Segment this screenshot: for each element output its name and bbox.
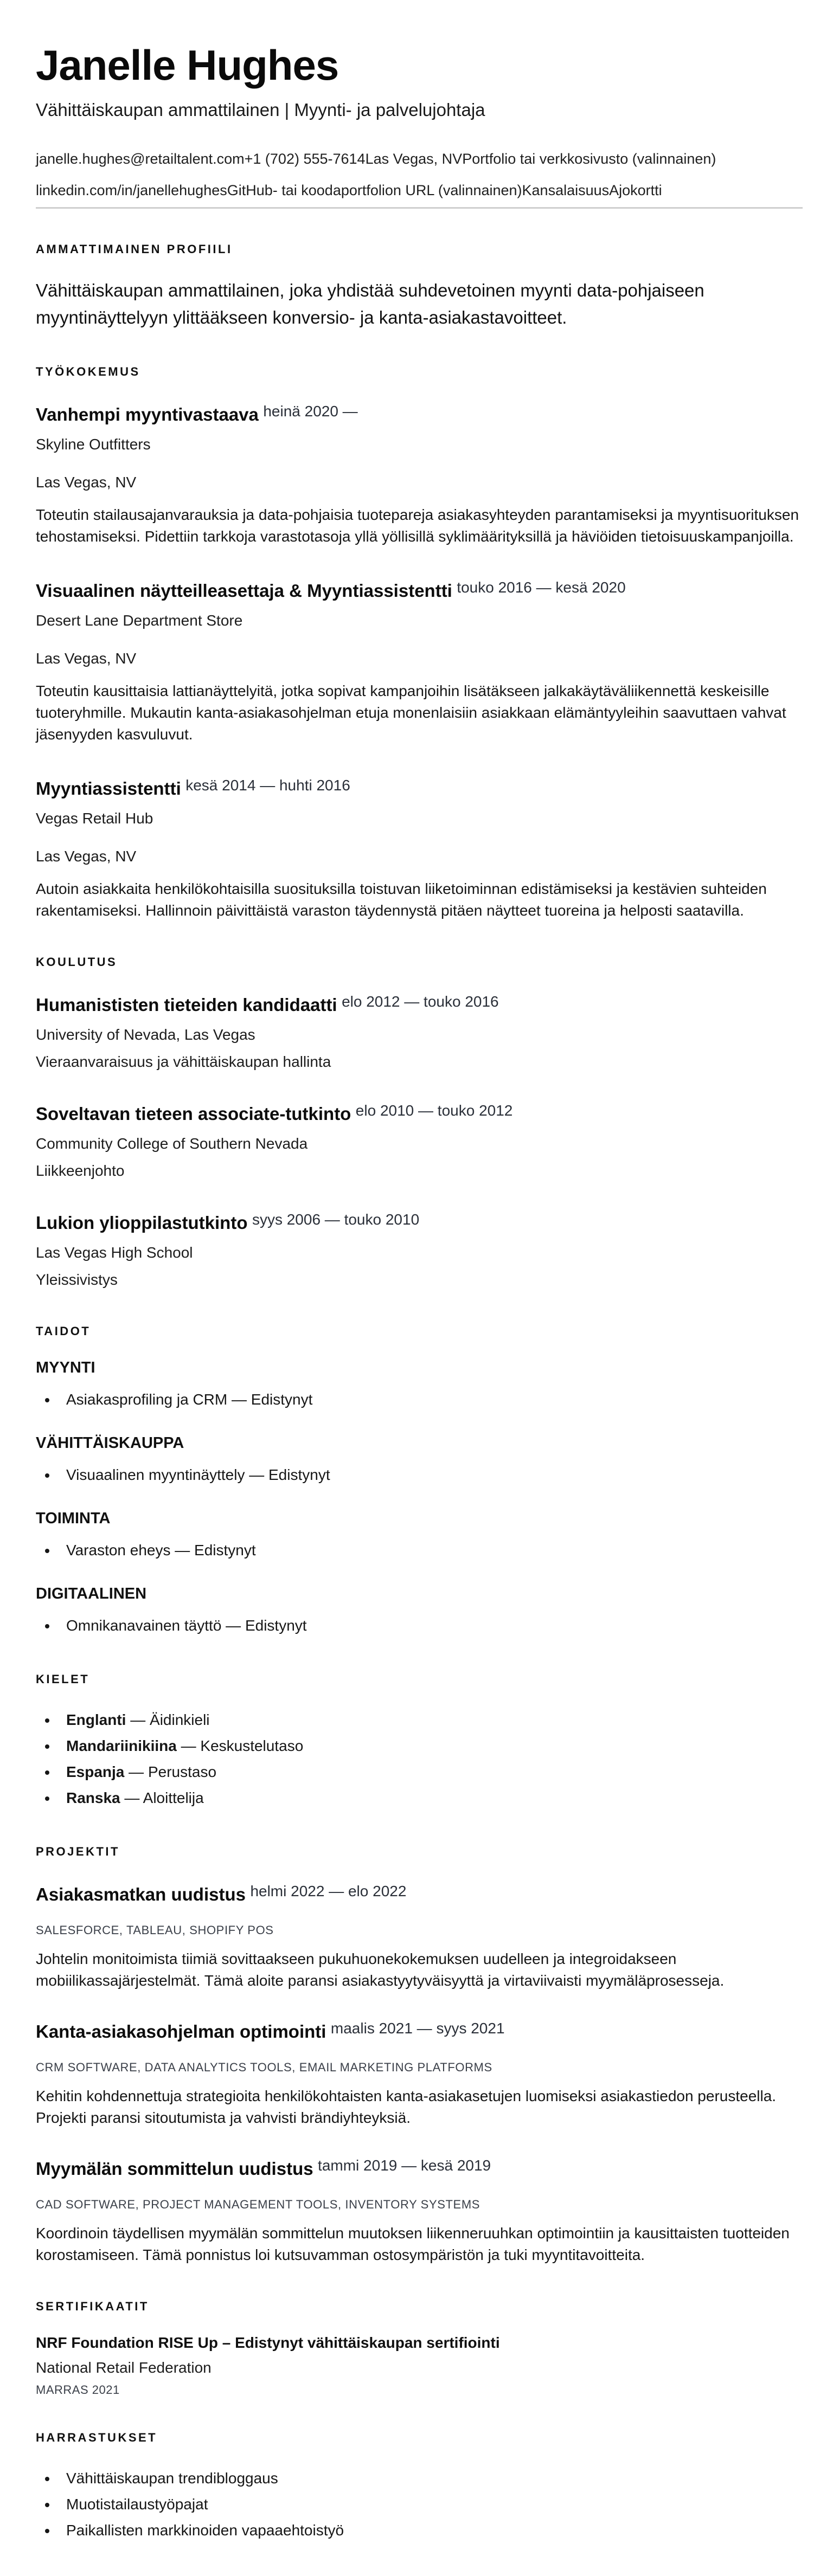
company-name: Skyline Outfitters: [36, 435, 151, 453]
job-location: Las Vegas, NV: [36, 649, 137, 667]
project-entry: [36, 2154, 803, 2266]
skill-item: • Asiakasprofiling ja CRM — Edistynyt: [57, 1387, 803, 1413]
experience-section: [36, 365, 803, 922]
language-level: — Perustaso: [124, 1763, 217, 1780]
certification-entry: [36, 2334, 803, 2397]
job-title: Vanhempi myyntivastaava: [36, 404, 259, 424]
language-item: [57, 1785, 803, 1811]
contact-line-2: [36, 175, 803, 206]
language-name: Englanti: [66, 1711, 126, 1728]
skill-group: [36, 1585, 803, 1639]
skill-group: [36, 1434, 803, 1488]
job-description: Toteutin kausittaisia lattianäyttelyitä, jotka sopivat kampanjoihin lisätäkseen jalkakäytäväliikennettä keskeisille tuoteryhmille. Mukautin kanta-asiakasohjelman etuja monenlaisiin asiakkaan elämäntyyleihin saavuttaen vahvat jäsenyyden kasvuluvut.: [36, 682, 786, 743]
project-description: Koordinoin täydellisen myymälän sommittelun muutoksen liikenneruuhkan optimointiin ja kausittaisten tuotteiden korostamiseen. Tämä ponnistus loi kutsuvamman ostosympäristön ja tuki myyntitavoitteita.: [36, 2224, 790, 2263]
language-level: — Äidinkieli: [126, 1711, 210, 1728]
profile-section: [36, 242, 803, 331]
headline: Vähittäiskaupan ammattilainen | Myynti- ja palvelujohtaja: [36, 99, 485, 120]
project-description: Johtelin monitoimista tiimiä sovittaakseen pukuhuonekokemuksen uudelleen ja integroidakseen mobiilikassajärjestelmät. Tämä aloite paransi asiakastyytyväisyyttä ja virtaviivaisti myymäläprosesseja.: [36, 1950, 725, 1989]
education-dates: elo 2012 — touko 2016: [342, 993, 499, 1010]
education-dates: elo 2010 — touko 2012: [355, 1102, 513, 1119]
language-item: [57, 1707, 803, 1733]
interests-list: [36, 2465, 803, 2543]
language-name: Ranska: [66, 1789, 120, 1806]
job-dates: touko 2016 — kesä 2020: [457, 578, 626, 596]
interest-item: • Muotistailaustyöpajat: [57, 2491, 803, 2517]
skill-group-title: VÄHITTÄISKAUPPA: [36, 1434, 184, 1452]
degree-title: Lukion ylioppilastutkinto: [36, 1212, 248, 1233]
skill-item: • Omnikanavainen täyttö — Edistynyt: [57, 1613, 803, 1639]
skill-group-title: DIGITAALINEN: [36, 1585, 147, 1602]
project-entry: [36, 2017, 803, 2129]
experience-entry: [36, 774, 803, 922]
profile-summary: Vähittäiskaupan ammattilainen, joka yhdistää suhdevetoinen myynti data-pohjaiseen myyntinäyttelyyn ylittääkseen konversio- ja kanta-asiakastavoitteet.: [36, 280, 704, 327]
job-description: Autoin asiakkaita henkilökohtaisilla suosituksilla toistuvan liiketoiminnan edistämiseksi ja kestävien suhteiden rakentamiseksi. Hallinnoin päivittäistä varaston täydennystä pitäen näytteet tuoreina ja helposti saatavilla.: [36, 880, 767, 919]
job-title: Myyntiassistentti: [36, 778, 181, 798]
portfolio-link[interactable]: Portfolio tai verkkosivusto (valinnainen): [462, 150, 716, 167]
location: Las Vegas, NV: [365, 150, 463, 167]
language-list: [36, 1707, 803, 1811]
education-entry: [36, 1208, 803, 1291]
experience-entry: [36, 400, 803, 548]
skill-group-title: TOIMINTA: [36, 1509, 111, 1527]
drivers-license: Ajokortti: [609, 182, 662, 198]
project-tech: CRM SOFTWARE, DATA ANALYTICS TOOLS, EMAIL MARKETING PLATFORMS: [36, 2060, 492, 2074]
project-description: Kehitin kohdennettuja strategioita henkilökohtaisten kanta-asiakasetujen luomiseksi asiakastiedon perusteella. Projekti paransi sitoutumista ja vahvisti brändiyhteyksiä.: [36, 2087, 777, 2126]
project-name: Kanta-asiakasohjelman optimointi: [36, 2021, 326, 2042]
contact-line-1: [36, 143, 803, 175]
certification-name: NRF Foundation RISE Up – Edistynyt vähittäiskaupan sertifiointi: [36, 2334, 500, 2351]
job-dates: kesä 2014 — huhti 2016: [185, 776, 350, 794]
github-link[interactable]: GitHub- tai koodaportfolion URL (valinnainen): [227, 182, 522, 198]
skill-item: • Visuaalinen myyntinäyttely — Edistynyt: [57, 1462, 803, 1488]
skill-group-title: MYYNTI: [36, 1358, 95, 1376]
company-name: Desert Lane Department Store: [36, 611, 243, 629]
interests-section: [36, 2431, 803, 2543]
field-of-study: Yleissivistys: [36, 1271, 118, 1288]
language-item: [57, 1759, 803, 1785]
section-title: AMMATTIMAINEN PROFIILI: [36, 242, 233, 256]
citizenship: Kansalaisuus: [522, 182, 610, 198]
education-section: [36, 955, 803, 1291]
section-title: KIELET: [36, 1672, 90, 1686]
skills-section: [36, 1324, 803, 1639]
experience-entry: [36, 576, 803, 745]
school-name: University of Nevada, Las Vegas: [36, 1026, 255, 1043]
project-name: Myymälän sommittelun uudistus: [36, 2158, 313, 2179]
job-location: Las Vegas, NV: [36, 473, 137, 491]
section-title: HARRASTUKSET: [36, 2430, 158, 2444]
degree-title: Soveltavan tieteen associate-tutkinto: [36, 1103, 351, 1124]
section-title: TAIDOT: [36, 1324, 91, 1338]
job-location: Las Vegas, NV: [36, 847, 137, 865]
job-description: Toteutin stailausajanvarauksia ja data-pohjaisia tuotepareja asiakasyhteyden parantamiseksi ja myyntisuorituksen tehostamiseksi. Pidettiin tarkkoja varastotasoja yllä yöllisillä syklimäärityksillä ja häviöiden tietoisuuskampanjoilla.: [36, 506, 799, 545]
project-dates: maalis 2021 — syys 2021: [330, 2019, 505, 2037]
project-dates: helmi 2022 — elo 2022: [250, 1882, 407, 1899]
field-of-study: Liikkeenjohto: [36, 1162, 125, 1179]
projects-section: [36, 1845, 803, 2266]
section-title: TYÖKOKEMUS: [36, 364, 140, 378]
project-tech: SALESFORCE, TABLEAU, SHOPIFY POS: [36, 1923, 274, 1937]
language-name: Mandariinikiina: [66, 1737, 177, 1754]
degree-title: Humanististen tieteiden kandidaatti: [36, 994, 337, 1015]
candidate-name: Janelle Hughes: [36, 41, 339, 89]
section-title: PROJEKTIT: [36, 1844, 120, 1858]
section-title: SERTIFIKAATIT: [36, 2299, 149, 2313]
resume-header: [36, 43, 803, 209]
language-level: — Aloittelija: [120, 1789, 204, 1806]
job-title: Visuaalinen näytteilleasettaja & Myyntiassistentti: [36, 580, 452, 601]
job-dates: heinä 2020 —: [263, 402, 358, 420]
school-name: Community College of Southern Nevada: [36, 1135, 308, 1152]
languages-section: [36, 1672, 803, 1811]
skill-group: [36, 1359, 803, 1413]
project-name: Asiakasmatkan uudistus: [36, 1884, 246, 1904]
interest-item: • Paikallisten markkinoiden vapaaehtoistyö: [57, 2517, 803, 2543]
email-link[interactable]: janelle.hughes@retailtalent.com: [36, 150, 245, 167]
interest-item: • Vähittäiskaupan trendibloggaus: [57, 2465, 803, 2491]
experience-list: [36, 400, 803, 922]
header-divider: [36, 207, 803, 209]
certification-issuer: National Retail Federation: [36, 2359, 212, 2376]
certification-date: MARRAS 2021: [36, 2382, 120, 2397]
linkedin-link[interactable]: linkedin.com/in/janellehughes: [36, 182, 227, 198]
education-entry: [36, 1099, 803, 1182]
education-dates: syys 2006 — touko 2010: [252, 1210, 420, 1228]
language-level: — Keskustelutaso: [176, 1737, 304, 1754]
field-of-study: Vieraanvaraisuus ja vähittäiskaupan hallinta: [36, 1053, 331, 1070]
language-item: [57, 1733, 803, 1759]
certifications-section: [36, 2300, 803, 2397]
section-title: KOULUTUS: [36, 955, 118, 969]
project-tech: CAD SOFTWARE, PROJECT MANAGEMENT TOOLS, INVENTORY SYSTEMS: [36, 2197, 480, 2211]
contact-info: [36, 143, 803, 206]
skill-group: [36, 1510, 803, 1563]
education-entry: [36, 990, 803, 1073]
project-entry: [36, 1879, 803, 1992]
company-name: Vegas Retail Hub: [36, 809, 153, 827]
project-dates: tammi 2019 — kesä 2019: [318, 2156, 491, 2174]
language-name: Espanja: [66, 1763, 125, 1780]
school-name: Las Vegas High School: [36, 1244, 193, 1261]
phone-number: +1 (702) 555-7614: [244, 150, 366, 167]
skill-item: • Varaston eheys — Edistynyt: [57, 1537, 803, 1563]
